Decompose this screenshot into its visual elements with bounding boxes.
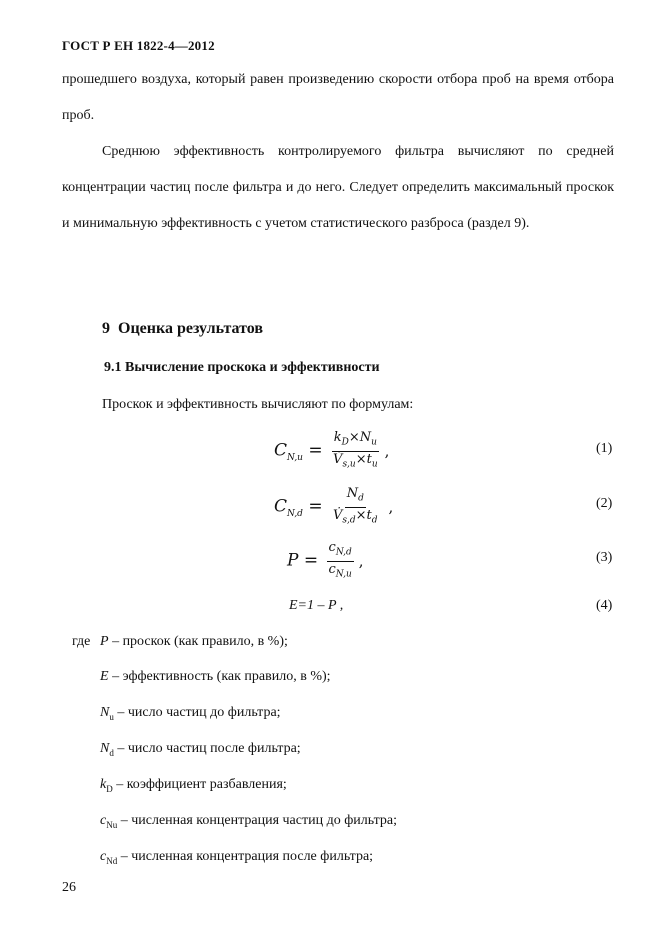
equation-4: E=1 – P , — [289, 598, 344, 613]
definition-item: E – эффективность (как правило, в %); — [100, 669, 331, 684]
section-number: 9 — [102, 320, 110, 337]
definition-item: $N_u$ – число частиц до фильтра; — [100, 705, 281, 722]
equation-2-fraction: $\frac{N_d}{V̇_{s,d}\times t_d}$ — [333, 486, 378, 526]
equation-3-fraction: $\frac{c_{N,d}}{c_{N,u}}$ — [328, 540, 352, 580]
section-heading — [102, 320, 263, 338]
equation-4-number: (4) — [596, 598, 613, 613]
equation-2-number: (2) — [596, 496, 613, 511]
definition-item: $c_{Nu}$ – численная концентрация частиц до фильтра; — [100, 813, 397, 830]
equation-1: $C_{N,u}$ = $\frac{k_D\times N_u}{V̇_{s,u}\times t_u}$ , — [274, 430, 389, 472]
section-title: Оценка результатов — [118, 320, 264, 337]
document-header: ГОСТ Р ЕН 1822-4—2012 — [62, 38, 215, 53]
definition-item: $k_D$ – коэффициент разбавления; — [100, 777, 287, 794]
equation-1-number: (1) — [596, 441, 613, 456]
page-number: 26 — [62, 880, 76, 895]
subsection-heading: 9.1 Вычисление проскока и эффективности — [104, 360, 380, 375]
equation-3-number: (3) — [596, 550, 613, 565]
definition-item: $c_{Nd}$ – численная концентрация после фильтра; — [100, 849, 374, 866]
equation-2: $C_{N,d}$ = $\frac{N_d}{V̇_{s,d}\times t_d}$ , — [274, 486, 393, 528]
where-label: где — [72, 634, 91, 649]
definition-item: $N_d$ – число частиц после фильтра; — [100, 741, 301, 758]
formulas-intro: Проскок и эффективность вычисляют по формулам: — [102, 397, 414, 412]
paragraph-average-efficiency — [62, 134, 614, 242]
definition-item: P – проскок (как правило, в %); — [100, 634, 288, 649]
equation-1-fraction: $\frac{k_D\times N_u}{V̇_{s,u}\times t_u}$ — [333, 430, 378, 470]
paragraph-average-text: Среднюю эффективность контролируемого фильтра вычисляют по средней концентрации частиц после фильтра и до него. Следует определить максимальный проскок и минимальную эффективность с учетом статистического разброса (раздел 9). — [62, 144, 614, 231]
paragraph-continuation: прошедшего воздуха, который равен произведению скорости отбора проб на время отбора проб. — [62, 72, 614, 123]
equation-3: P = $\frac{c_{N,d}}{c_{N,u}}$ , — [287, 540, 364, 582]
